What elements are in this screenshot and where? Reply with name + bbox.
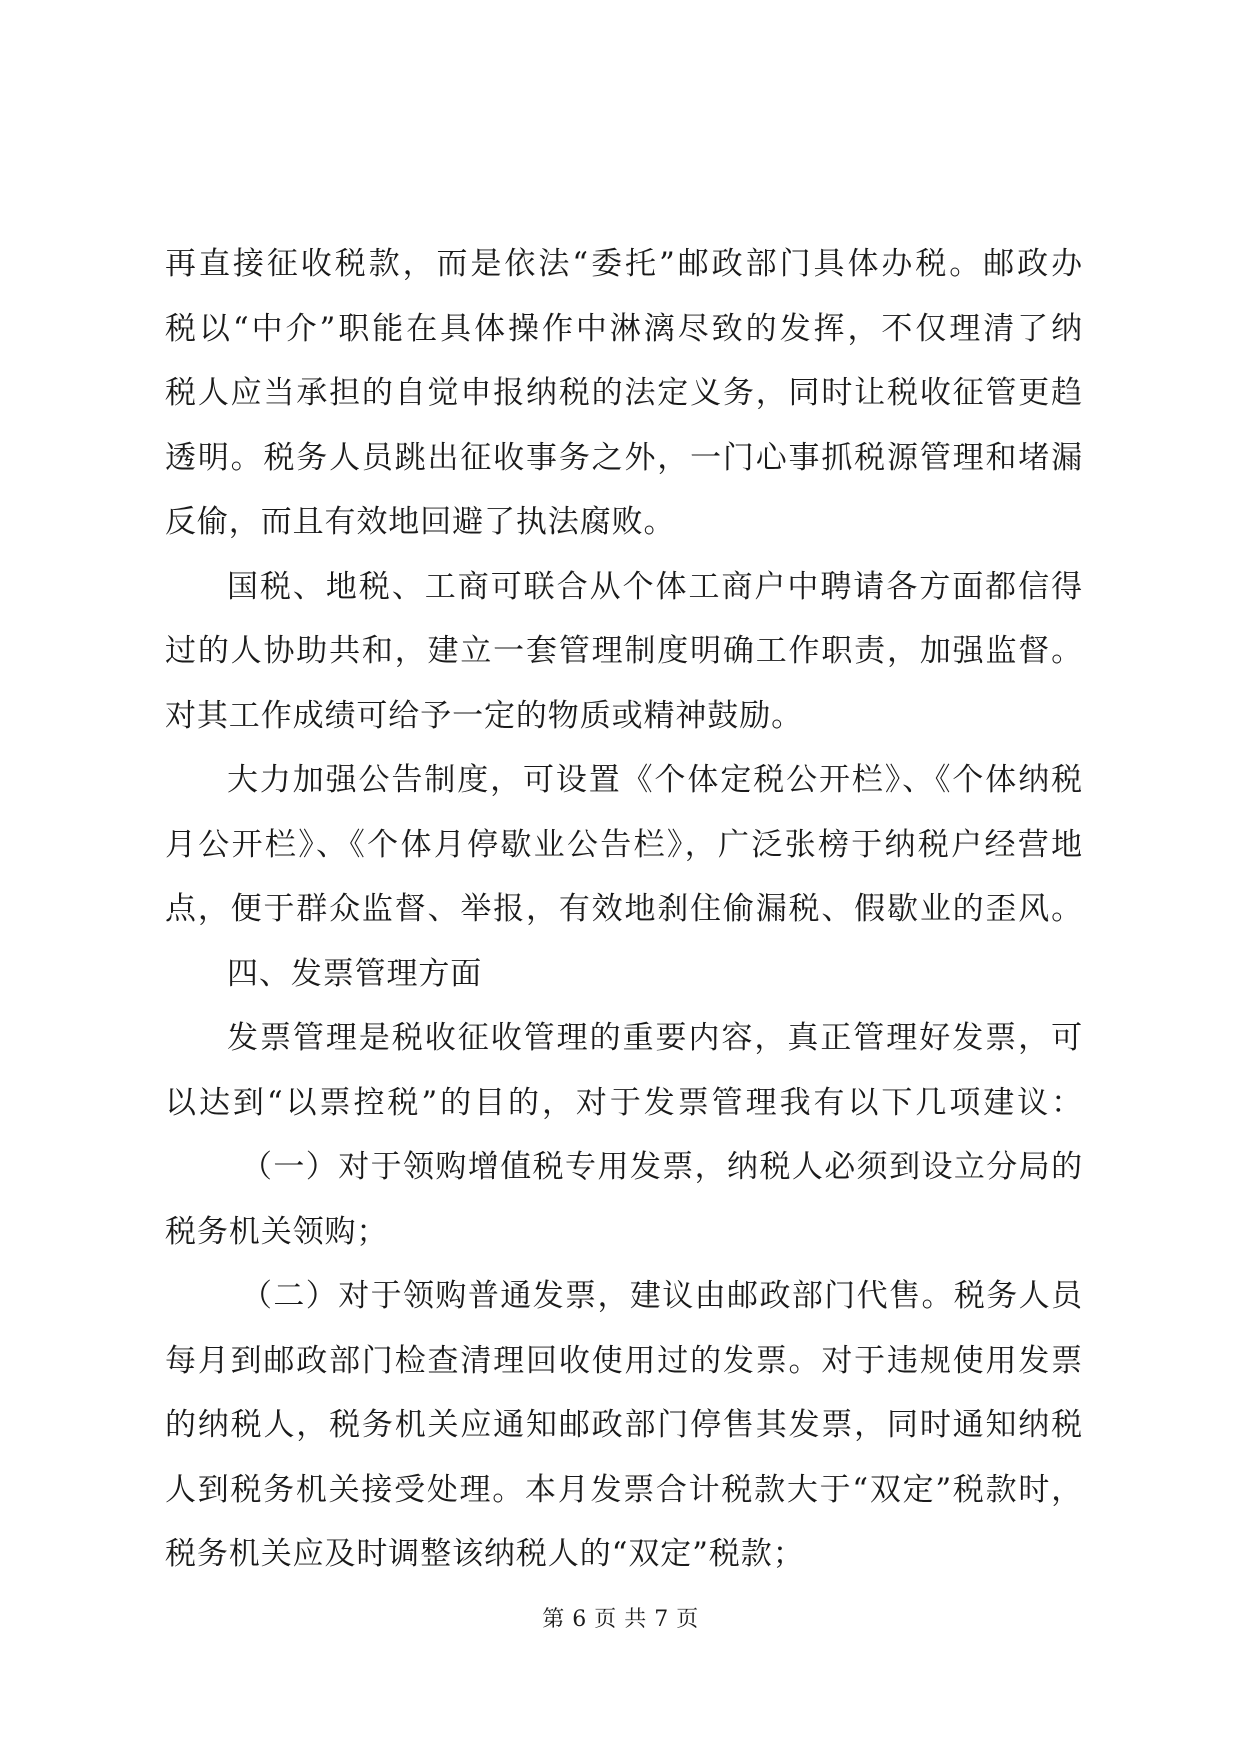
- body-line: 月公开栏》、《个体月停歇业公告栏》，广泛张榜于纳税户经营地: [165, 826, 1083, 863]
- paragraph-start-line: 国税、地税、工商可联合从个体工商户中聘请各方面都信得: [227, 568, 1083, 605]
- paragraph-start-line: 发票管理是税收征收管理的重要内容，真正管理好发票，可: [227, 1020, 1083, 1056]
- document-body: [165, 232, 1083, 1587]
- body-line: 的纳税人，税务机关应通知邮政部门停售其发票，同时通知纳税: [165, 1407, 1083, 1443]
- body-line: 过的人协助共和，建立一套管理制度明确工作职责，加强监督。: [165, 633, 1083, 669]
- page-number-footer: 第 6 页 共 7 页: [542, 1607, 699, 1632]
- paragraph-start-line: 大力加强公告制度，可设置《个体定税公开栏》、《个体纳税: [227, 762, 1083, 798]
- body-line: 再直接征收税款，而是依法“委托”邮政部门具体办税。邮政办: [165, 246, 1083, 282]
- section-heading: 四、发票管理方面: [227, 955, 483, 992]
- body-line: 点，便于群众监督、举报，有效地刹住偷漏税、假歇业的歪风。: [165, 891, 1083, 927]
- list-item-start-line: （二）对于领购普通发票，建议由邮政部门代售。税务人员: [241, 1278, 1083, 1314]
- list-item-start-line: （一）对于领购增值税专用发票，纳税人必须到设立分局的: [241, 1149, 1083, 1185]
- body-line: 税人应当承担的自觉申报纳税的法定义务，同时让税收征管更趋: [165, 375, 1083, 411]
- body-line: 反偷，而且有效地回避了执法腐败。: [165, 504, 676, 540]
- body-line: 透明。税务人员跳出征收事务之外，一门心事抓税源管理和堵漏: [165, 439, 1083, 476]
- body-line: 人到税务机关接受处理。本月发票合计税款大于“双定”税款时，: [165, 1471, 1083, 1508]
- body-line: 对其工作成绩可给予一定的物质或精神鼓励。: [165, 697, 803, 734]
- body-line: 税以“中介”职能在具体操作中淋漓尽致的发挥，不仅理清了纳: [165, 310, 1083, 347]
- body-line: 每月到邮政部门检查清理回收使用过的发票。对于违规使用发票: [165, 1342, 1083, 1379]
- body-line: 税务机关应及时调整该纳税人的“双定”税款；: [165, 1536, 805, 1572]
- body-line: 以达到“以票控税”的目的，对于发票管理我有以下几项建议：: [165, 1084, 1083, 1121]
- body-line: 税务机关领购；: [165, 1213, 389, 1250]
